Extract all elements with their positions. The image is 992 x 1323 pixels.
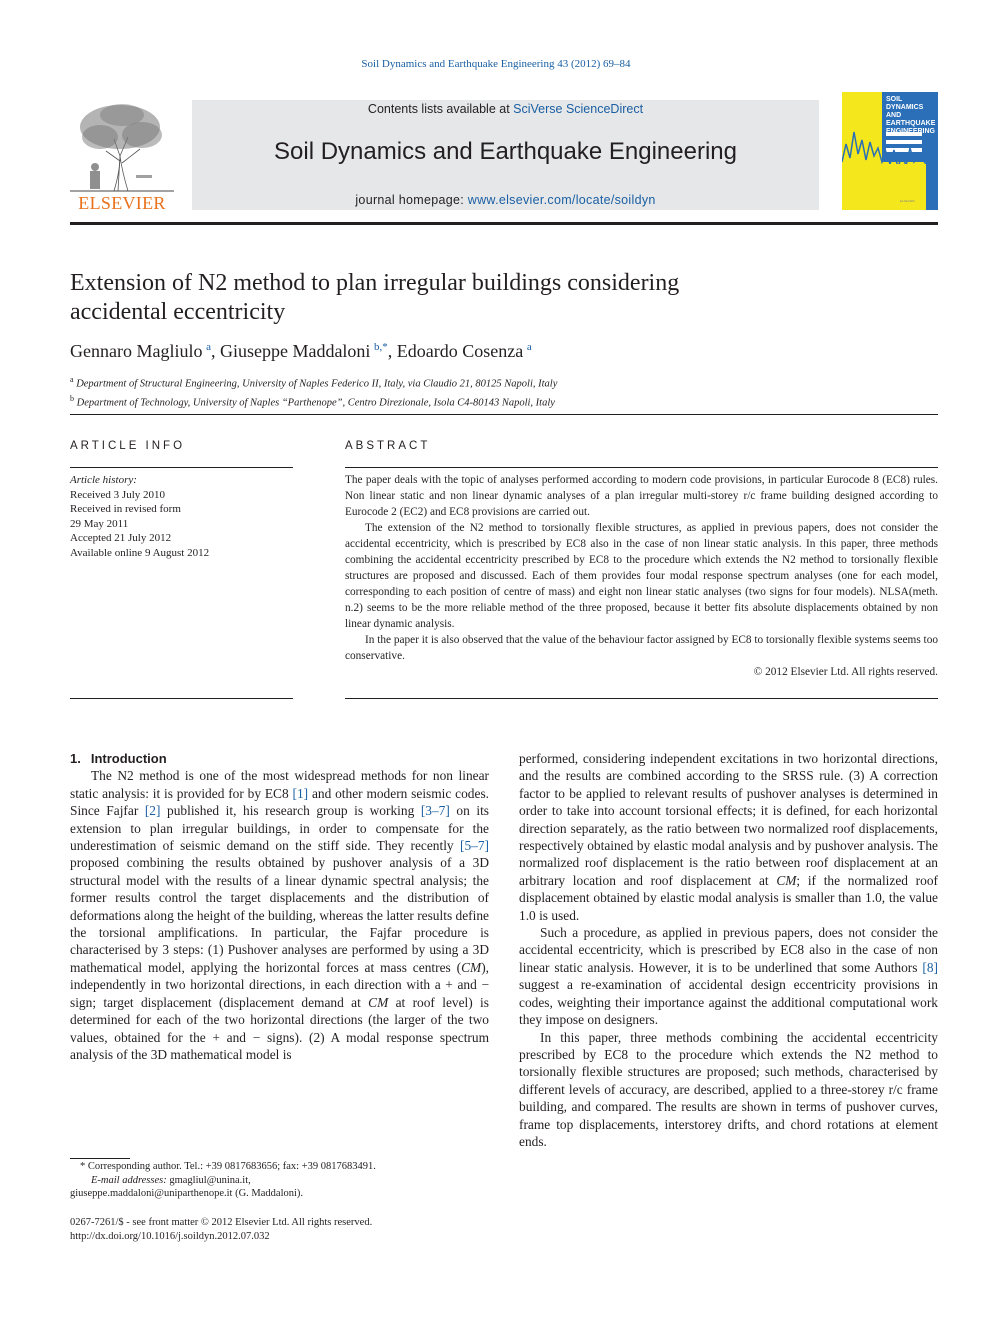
- affiliation-b: [70, 392, 557, 411]
- text-run: ), independently in two horizontal directions, in each direction with a + and − sign; target displacement (displacement demand at: [70, 959, 489, 1010]
- text-run: The N2 method is one of the most widespread methods for non linear static analysis: it is provided for by EC8: [70, 768, 489, 801]
- revised-label: Received in revised form: [70, 503, 181, 516]
- front-matter: [70, 1216, 489, 1244]
- italic-term: CM: [776, 872, 797, 888]
- affiliation-mark: a: [70, 375, 74, 384]
- history-label: Article history:: [70, 474, 137, 486]
- contents-line: [192, 102, 819, 116]
- journal-citation[interactable]: Soil Dynamics and Earthquake Engineering 43 (2012) 69–84: [361, 58, 631, 70]
- title-divider: [70, 414, 938, 415]
- email-label: E-mail addresses:: [91, 1174, 167, 1186]
- citation-link[interactable]: [3–7]: [420, 803, 450, 819]
- text-run: ; if the normalized roof displacement obtained by elastic modal analysis is smaller than 1.0, the value 1.0 is used.: [519, 872, 938, 923]
- sciencedirect-link[interactable]: SciVerse ScienceDirect: [513, 102, 644, 116]
- journal-name: Soil Dynamics and Earthquake Engineering: [274, 138, 737, 165]
- section-number: 1.: [70, 751, 81, 766]
- online-date: Available online 9 August 2012: [70, 546, 210, 559]
- header-rule: [70, 222, 938, 225]
- elsevier-wordmark: ELSEVIER: [78, 193, 166, 213]
- abstract-heading: ABSTRACT: [345, 440, 431, 452]
- article-info-heading: ARTICLE INFO: [70, 440, 186, 452]
- text-run: performed, considering independent excitations in two horizontal directions, and the results are combined according to the SRSS rule. (3) A correction factor to be applied to relevant results of pushover analyses is determined in order to take into account torsional effects; it is defined, for each horizontal direction separately, as the ratio between two normalized roof displacements, respectively obtained by elastic modal analysis and by pushover analysis. The normalized roof displacement is the ratio between roof displacement at an arbitrary location and roof displacement at: [519, 751, 938, 888]
- intro-paragraph-1-continued: [519, 750, 938, 924]
- text-run: published it, his research group is working: [160, 803, 421, 819]
- citation-link[interactable]: [5–7]: [459, 838, 489, 854]
- text-run: proposed combining the results obtained by pushover analysis of a 3D structural model with the results of a linear dynamic spectral analysis; the former results control the target displacements and the distribution of deformations along the height of the building, whereas the latter results define the torsional amplifications. In particular, the Fajfar procedure is characterised by 3 steps: (1) Pushover analyses are performed by using a 3D mathematical model, applying the horizontal forces at mass centres (: [70, 855, 489, 975]
- footnotes: [70, 1160, 489, 1201]
- abstract-bottom-rule: [345, 698, 938, 699]
- copyright-line: © 2012 Elsevier Ltd. All rights reserved.: [753, 666, 938, 678]
- intro-paragraph-2: [519, 924, 938, 1028]
- affiliation-mark: b: [70, 393, 74, 403]
- email-address[interactable]: giuseppe.maddaloni@uniparthenope.it (G. Maddaloni).: [70, 1188, 304, 1199]
- text-run: suggest a re-examination of accidental design eccentricity provisions in codes, weighting their importance against the additional computational work they impose on designers.: [519, 977, 938, 1028]
- section-title: Introduction: [90, 751, 167, 766]
- contents-prefix: Contents lists available at: [367, 102, 514, 116]
- cover-title: [886, 96, 935, 136]
- italic-term: CM: [461, 959, 482, 975]
- affiliations: [70, 373, 557, 410]
- abstract-paragraph: The paper deals with the topic of analyses performed according to modern code provisions, in particular Eurocode 8 (EC8) rules. Non linear static and non linear dynamic analyses of a plan irregular multi-storey r/c frame building designed according to Eurocode 2 (EC2) and EC8 provisions are carried out.: [345, 474, 938, 518]
- article-title: [70, 269, 850, 327]
- svg-text:ELSEVIER: ELSEVIER: [900, 199, 915, 203]
- journal-masthead: [192, 100, 819, 210]
- abstract-paragraph: In the paper it is also observed that the value of the behaviour factor assigned by EC8 to torsionally flexible systems seems too conservative.: [345, 634, 938, 662]
- text-run: on its extension to plan irregular buildings, in order to compensate for the underestimation of seismic demand on the stiff side. They recently: [70, 803, 490, 854]
- email-address[interactable]: gmagliul@unina.it,: [166, 1174, 251, 1186]
- issn-line: 0267-7261/$ - see front matter © 2012 Elsevier Ltd. All rights reserved.: [70, 1217, 373, 1228]
- body-column-right: [519, 750, 938, 1150]
- footnote-rule: [70, 1158, 130, 1159]
- homepage-line: [192, 193, 819, 207]
- abstract-paragraph: The extension of the N2 method to torsionally flexible structures, as applied in previous papers, does not consider the accidental eccentricity, which is prescribed by EC8 also in the case of non linear static analysis. In this paper, three methods combining the accidental eccentricity prescribed by EC8 to the procedure which extends the N2 method to torsionally flexible structures are proposed and discussed. Each of them provides four modal response spectrum analyses (one for each model, corresponding to each position of centre of mass) and eight non linear static analyses (two signs for four models). NLSA(meth. n.2) seems to be the more reliable method of the three proposed, because it better fits absolute displacements obtained by non linear dynamic analysis.: [345, 522, 938, 630]
- author-affiliation-mark[interactable]: a: [526, 341, 532, 353]
- accepted-date: Accepted 21 July 2012: [70, 532, 172, 545]
- received-date: Received 3 July 2010: [70, 488, 166, 501]
- journal-cover-thumbnail[interactable]: [842, 92, 938, 210]
- cover-title-line: DYNAMICS: [886, 104, 924, 111]
- body-column-left: [70, 750, 489, 1063]
- cover-title-line: EARTHQUAKE: [886, 120, 936, 127]
- citation-link[interactable]: [1]: [292, 785, 309, 801]
- intro-paragraph-1: [70, 767, 489, 1063]
- italic-term: CM: [368, 994, 389, 1010]
- author-list: Gennaro Magliulo $^a$, Giuseppe Maddaloni $^{b,*}$, Edoardo Cosenza $^a$: [70, 341, 532, 361]
- homepage-link[interactable]: www.elsevier.com/locate/soildyn: [467, 193, 656, 207]
- text-run: and other modern seismic codes. Since Fajfar: [70, 785, 489, 819]
- article-info-rule: [70, 467, 293, 468]
- citation-link[interactable]: [2]: [144, 803, 161, 819]
- title-line-2: accidental eccentricity: [70, 299, 286, 325]
- abstract-body: [345, 472, 938, 680]
- cover-title-line: SOIL: [886, 96, 903, 103]
- title-line-1: Extension of N2 method to plan irregular buildings considering: [70, 270, 680, 296]
- affiliation-a: [70, 373, 557, 392]
- author-name[interactable]: Gennaro Magliulo: [70, 341, 203, 361]
- section-heading-introduction: [70, 750, 489, 767]
- abstract-rule: [345, 467, 938, 468]
- affiliation-text: Department of Structural Engineering, University of Naples Federico II, Italy, via Claudio 21, 80125 Napoli, Italy: [76, 378, 558, 390]
- article-history: [70, 473, 209, 561]
- doi-link[interactable]: http://dx.doi.org/10.1016/j.soildyn.2012.07.032: [70, 1231, 270, 1242]
- text-run: Such a procedure, as applied in previous papers, does not consider the accidental eccentricity, which is prescribed by EC8 also in the case of non linear static analysis. However, it is to be underlined that some Authors: [519, 925, 938, 975]
- citation-link[interactable]: [8]: [922, 959, 938, 975]
- author-name[interactable]: Giuseppe Maddaloni: [219, 341, 371, 361]
- revised-date: 29 May 2011: [70, 517, 129, 530]
- article-info-bottom-rule: [70, 698, 293, 699]
- email-line: [70, 1174, 489, 1188]
- text-run: at roof level) is determined for each of the two horizontal directions (the larger of the two values, obtained for the + and − signs). (2) A modal response spectrum analysis of the 3D mathematical model is: [70, 994, 489, 1062]
- author-affiliation-mark[interactable]: b,*: [374, 341, 388, 353]
- affiliation-text: Department of Technology, University of Naples “Parthenope”, Centro Direzionale, Isola C4-80143 Napoli, Italy: [76, 397, 555, 408]
- homepage-prefix: journal homepage:: [355, 193, 468, 207]
- cover-title-line: ENGINEERING: [886, 128, 936, 135]
- cover-title-line: AND: [886, 112, 902, 119]
- author-name[interactable]: Edoardo Cosenza: [396, 341, 524, 361]
- intro-paragraph-3: In this paper, three methods combining the accidental eccentricity prescribed by EC8 to the procedure which extends the N2 method to torsionally flexible structures are proposed; such methods, characterised by different levels of accuracy, are described, applied to a three-storey r/c frame building, and compared. The results are shown in terms of pushover curves, frame top displacements, interstorey drifts, and chord rotations at element ends.: [519, 1029, 938, 1149]
- corresponding-author-note: * Corresponding author. Tel.: +39 0817683656; fax: +39 0817683491.: [80, 1161, 376, 1172]
- author-affiliation-mark[interactable]: a: [206, 341, 211, 353]
